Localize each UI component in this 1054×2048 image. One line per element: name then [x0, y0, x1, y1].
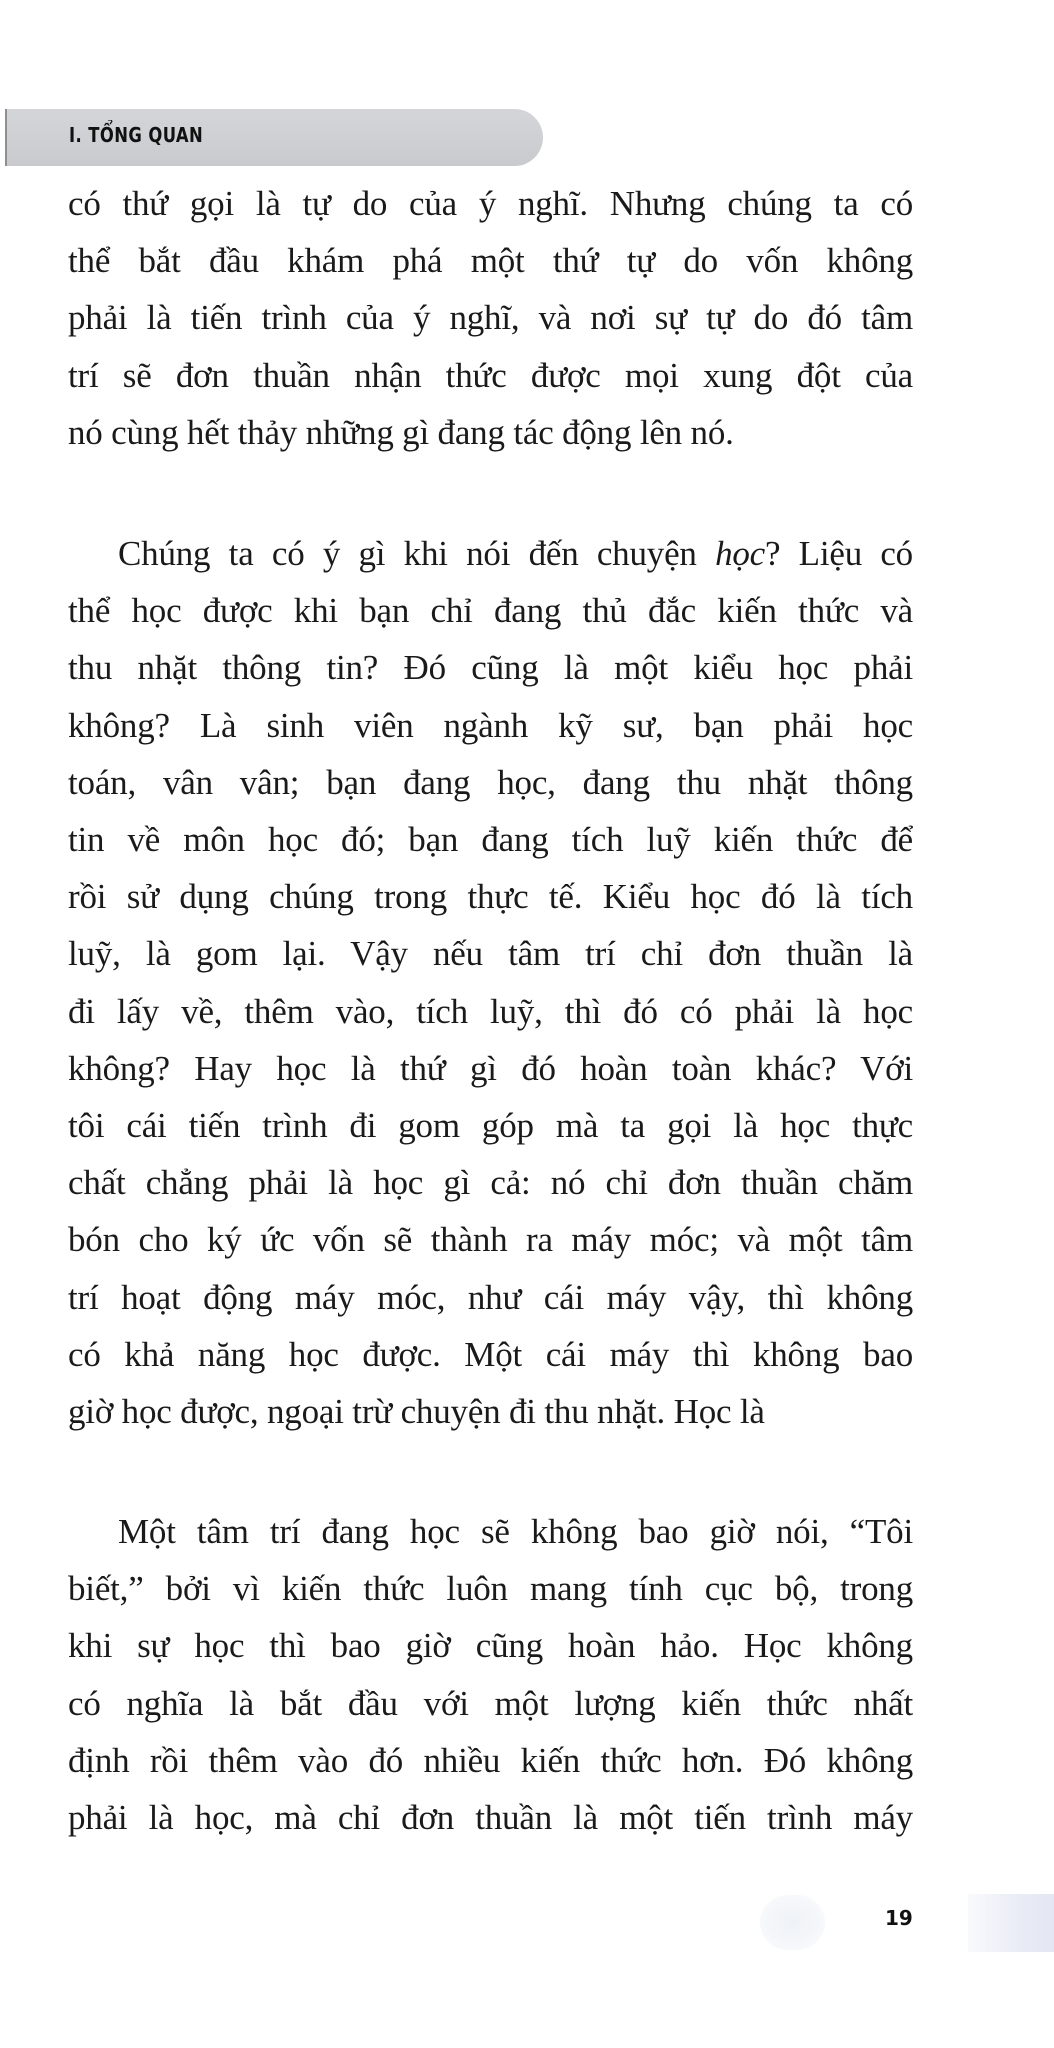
- text-line: phải là tiến trình của ý nghĩ, và nơi sự tự do đó tâm: [68, 298, 913, 338]
- text-run: Chúng ta có ý gì khi nói đến chuyện: [118, 534, 716, 573]
- text-line: không? Là sinh viên ngành kỹ sư, bạn phải học: [68, 705, 913, 745]
- text-line: thu nhặt thông tin? Đó cũng là một kiểu học phải: [68, 648, 913, 688]
- text-line: có thứ gọi là tự do của ý nghĩ. Nhưng chúng ta có: [68, 184, 913, 223]
- text-line: tin về môn học đó; bạn đang tích luỹ kiến thức để: [68, 820, 913, 860]
- scan-artifact: [760, 1895, 825, 1950]
- text-line: khi sự học thì bao giờ cũng hoàn hảo. Học không: [68, 1626, 913, 1666]
- paragraph-2: [68, 525, 913, 1440]
- scan-artifact: [968, 1894, 1054, 1952]
- emphasis-text: học: [715, 534, 765, 573]
- text-line: có khả năng học được. Một cái máy thì không bao: [68, 1334, 913, 1374]
- text-line: Một tâm trí đang học sẽ không bao giờ nói, “Tôi: [118, 1512, 913, 1551]
- text-line: thể bắt đầu khám phá một thứ tự do vốn không: [68, 241, 913, 281]
- text-line: bón cho ký ức vốn sẽ thành ra máy móc; và một tâm: [68, 1220, 913, 1260]
- chapter-title: I. TỔNG QUAN: [69, 123, 204, 147]
- text-line: biết,” bởi vì kiến thức luôn mang tính cục bộ, trong: [68, 1569, 913, 1609]
- text-line: đi lấy về, thêm vào, tích luỹ, thì đó có phải là học: [68, 991, 913, 1031]
- text-line: giờ học được, ngoại trừ chuyện đi thu nhặt. Học là: [68, 1392, 765, 1432]
- page-number: 19: [885, 1906, 913, 1930]
- text-line: thể học được khi bạn chỉ đang thủ đắc kiến thức và: [68, 591, 913, 631]
- text-line: có nghĩa là bắt đầu với một lượng kiến thức nhất: [68, 1683, 913, 1723]
- text-line: nó cùng hết thảy những gì đang tác động lên nó.: [68, 412, 734, 452]
- text-line: trí sẽ đơn thuần nhận thức được mọi xung đột của: [68, 355, 913, 395]
- paragraph-3: [68, 1503, 913, 1846]
- text-line: trí hoạt động máy móc, như cái máy vậy, thì không: [68, 1277, 913, 1317]
- text-line: rồi sử dụng chúng trong thực tế. Kiểu học đó là tích: [68, 877, 913, 917]
- chapter-header-bar: [5, 109, 543, 166]
- text-line: tôi cái tiến trình đi gom góp mà ta gọi là học thực: [68, 1106, 913, 1146]
- paragraph-1: [68, 175, 913, 461]
- text-line: không? Hay học là thứ gì đó hoàn toàn khác? Với: [68, 1048, 913, 1088]
- text-line: chất chẳng phải là học gì cả: nó chỉ đơn thuần chăm: [68, 1163, 913, 1203]
- text-line-first: [68, 525, 913, 582]
- text-line: luỹ, là gom lại. Vậy nếu tâm trí chỉ đơn thuần là: [68, 934, 913, 974]
- text-line: toán, vân vân; bạn đang học, đang thu nhặt thông: [68, 762, 913, 802]
- text-line: phải là học, mà chỉ đơn thuần là một tiến trình máy: [68, 1798, 913, 1838]
- text-run: ? Liệu có: [765, 534, 913, 573]
- text-line: định rồi thêm vào đó nhiều kiến thức hơn. Đó không: [68, 1740, 913, 1780]
